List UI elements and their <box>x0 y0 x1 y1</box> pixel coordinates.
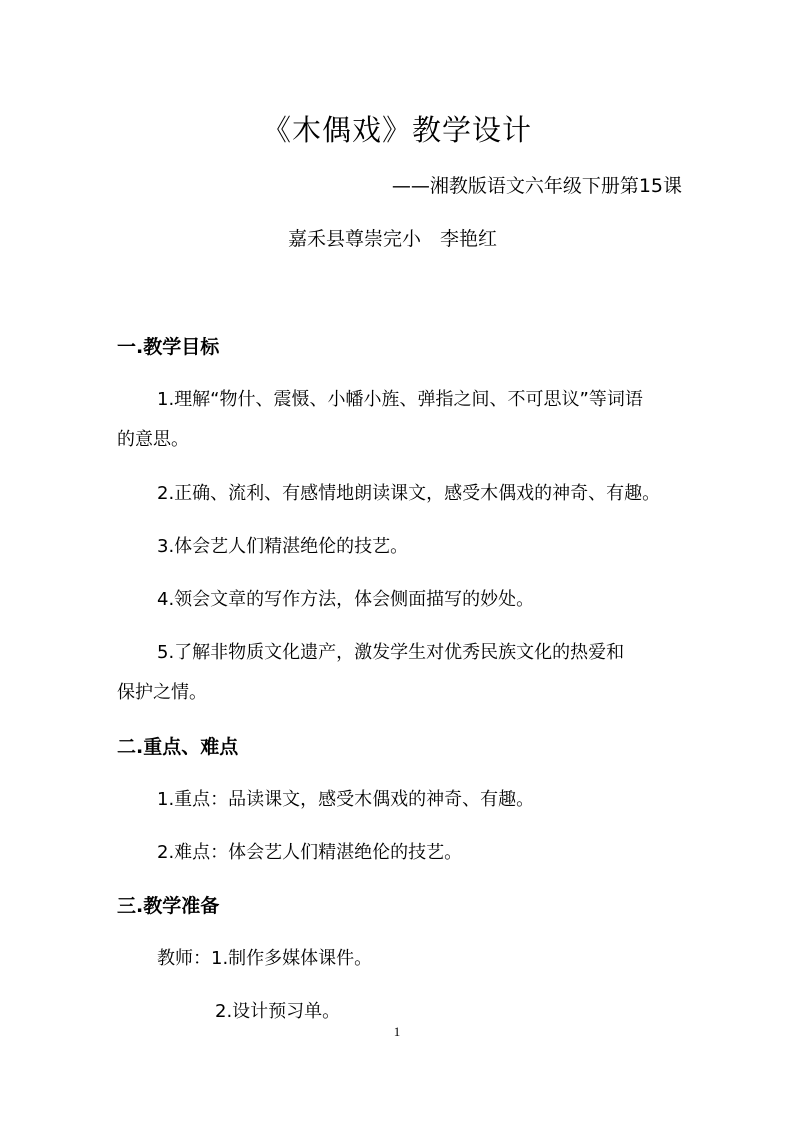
section-heading-key-points: 二.重点、难点 <box>117 736 239 758</box>
difficulty-item: 2.难点：体会艺人们精湛绝伦的技艺。 <box>157 842 463 863</box>
objective-item-1: 1.理解“物什、震慑、小幡小旌、弹指之间、不可思议”等词语 <box>157 389 643 410</box>
key-point-item: 1.重点：品读课文，感受木偶戏的神奇、有趣。 <box>157 789 535 810</box>
preparation-item-2: 2.设计预习单。 <box>215 1001 341 1022</box>
objective-item-2: 2.正确、流利、有感情地朗读课文，感受木偶戏的神奇、有趣。 <box>157 483 661 504</box>
objective-item-5: 5.了解非物质文化遗产，激发学生对优秀民族文化的热爱和 <box>157 642 625 663</box>
section-heading-preparation: 三.教学准备 <box>117 895 220 917</box>
document-title: 《木偶戏》教学设计 <box>261 113 532 147</box>
document-subtitle: ——湘教版语文六年级下册第15课 <box>391 175 682 197</box>
objective-item-3: 3.体会艺人们精湛绝伦的技艺。 <box>157 536 409 557</box>
objective-item-4: 4.领会文章的写作方法，体会侧面描写的妙处。 <box>157 589 535 610</box>
preparation-item-1: 教师：1.制作多媒体课件。 <box>157 948 373 969</box>
page-number: 1 <box>393 1024 401 1039</box>
objective-item-1-continuation: 的意思。 <box>117 429 189 450</box>
objective-item-5-continuation: 保护之情。 <box>117 682 207 703</box>
section-heading-objectives: 一.教学目标 <box>117 336 220 358</box>
author-line: 嘉禾县尊崇完小 李艳红 <box>288 228 498 250</box>
